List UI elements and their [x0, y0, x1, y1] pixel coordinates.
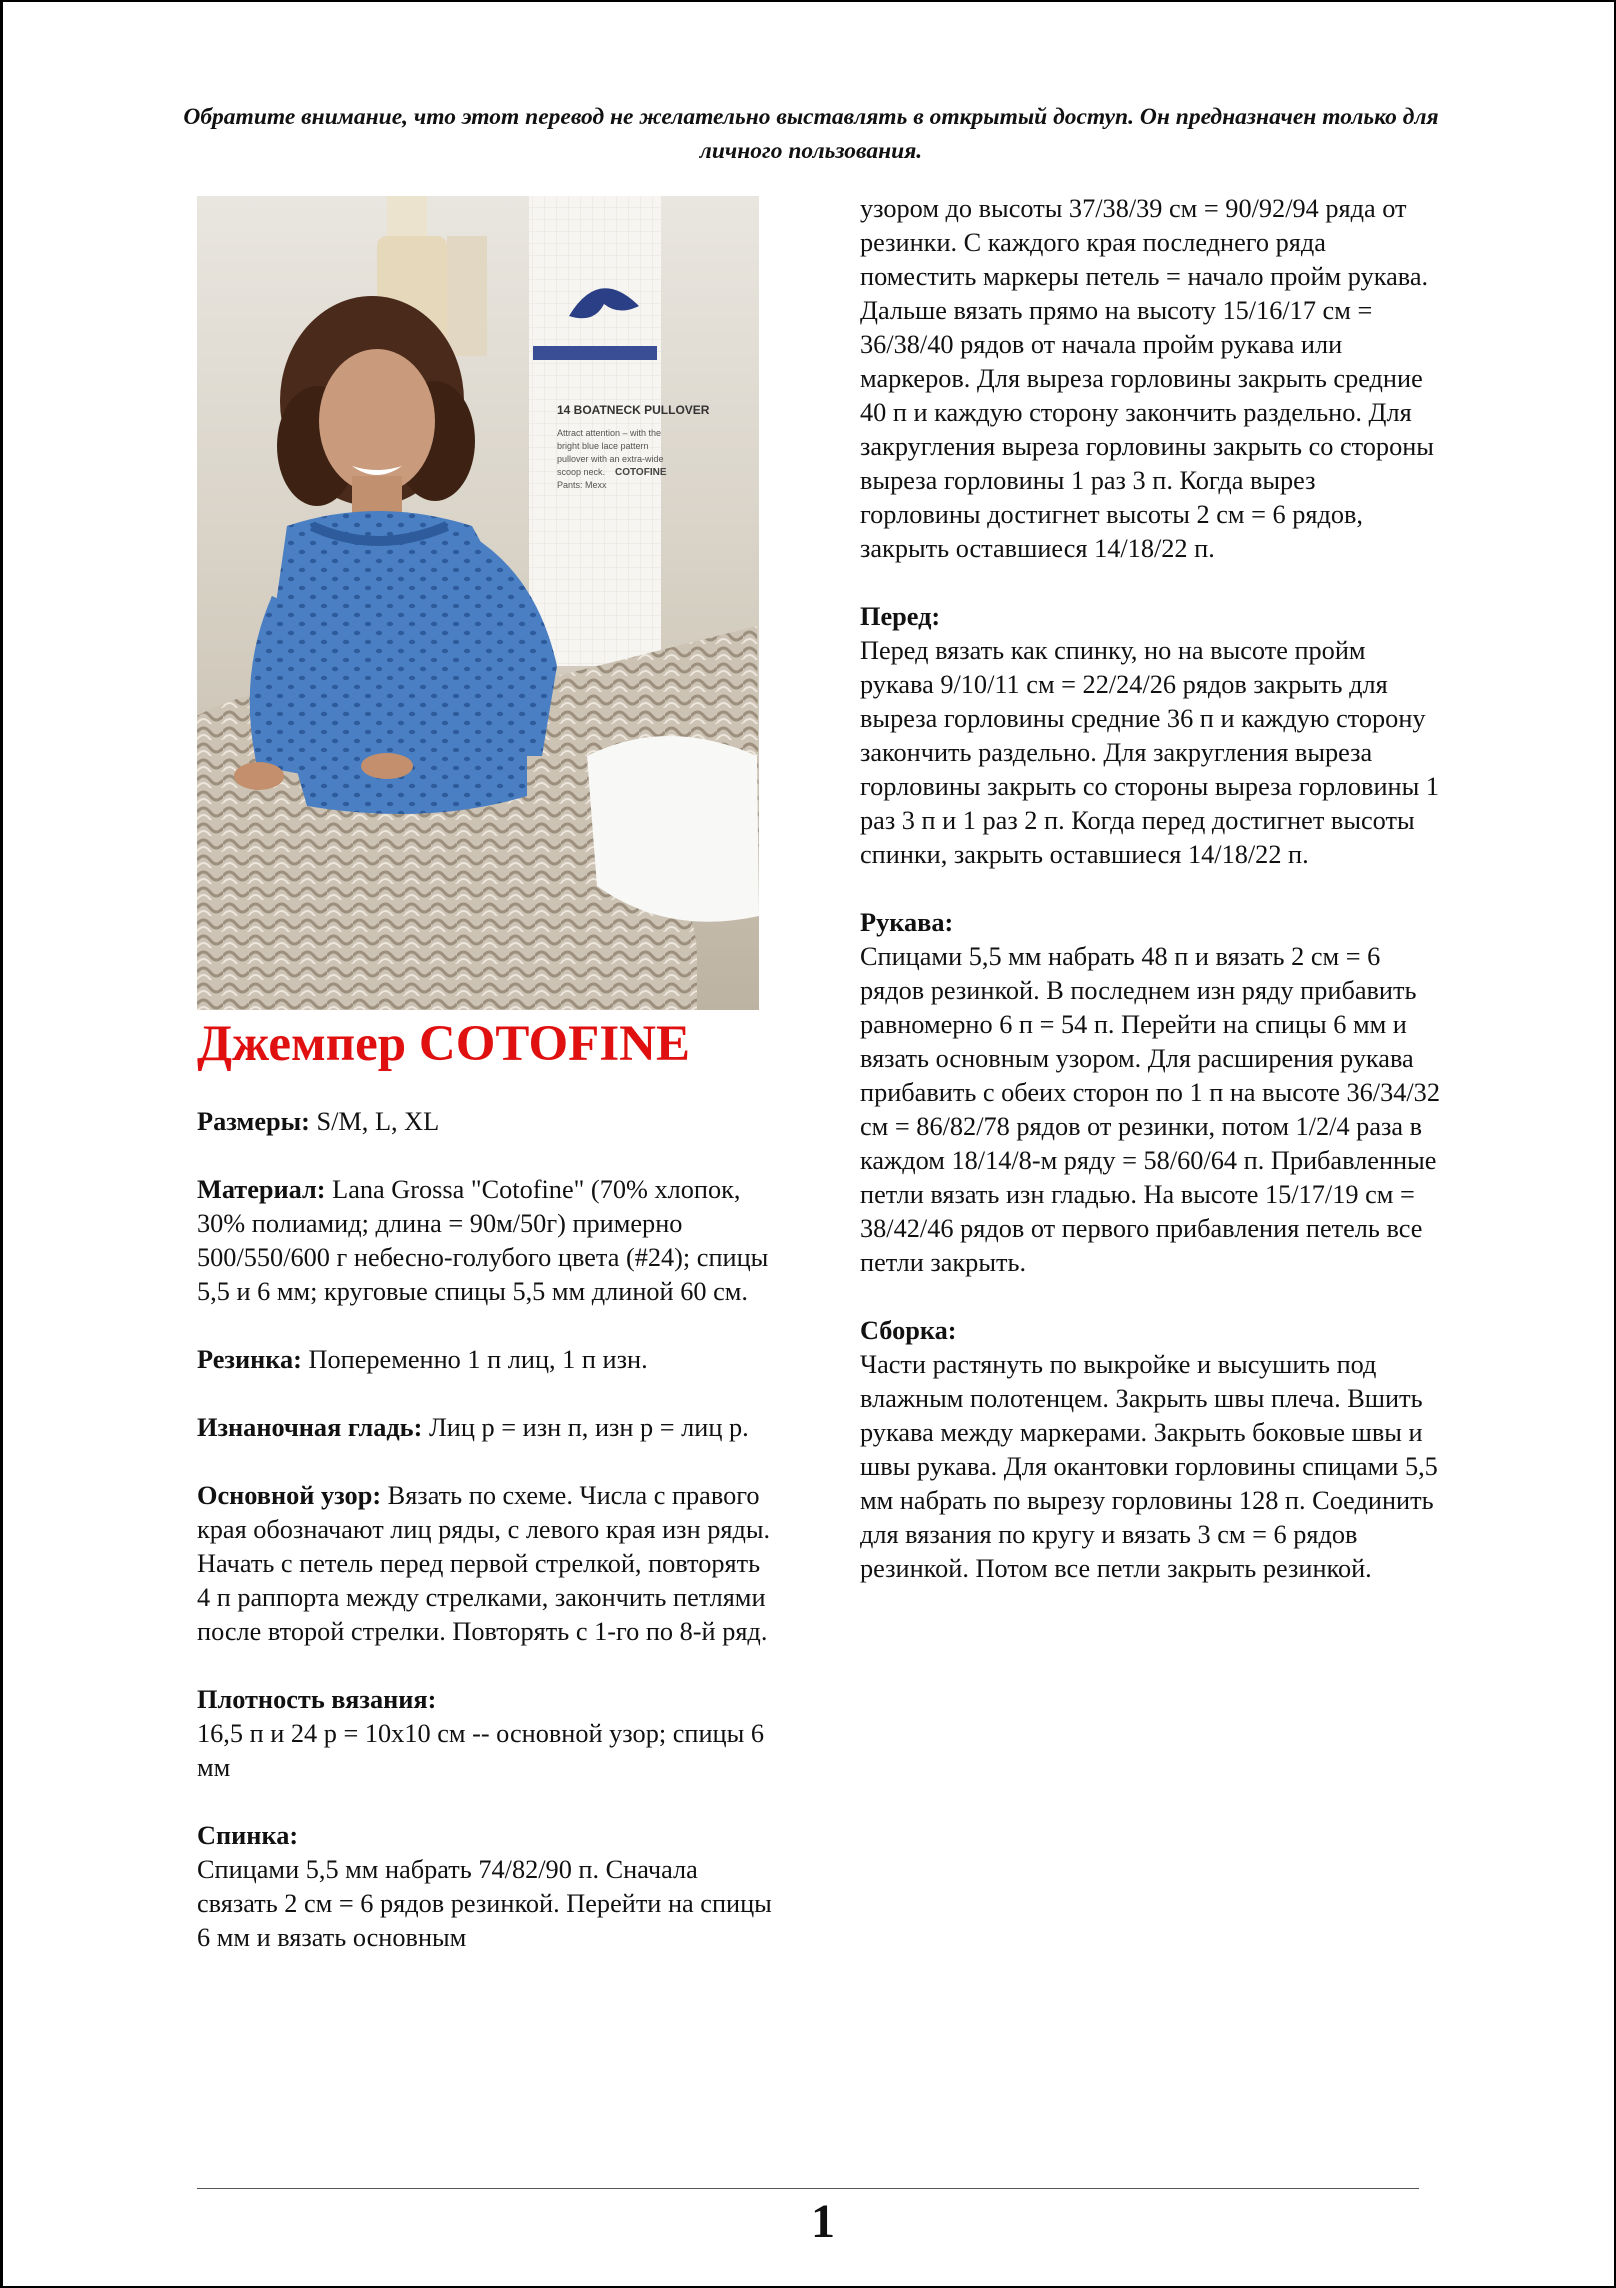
page-number: 1: [811, 2195, 835, 2248]
photo-caption-line1: Attract attention – with the: [557, 428, 662, 438]
pattern-title: Джемпер COTOFINE: [197, 1016, 691, 1072]
photo-caption-title: 14 BOATNECK PULLOVER: [557, 403, 710, 417]
stockinette-text: Лиц р = изн п, изн р = лиц р.: [428, 1413, 749, 1442]
sweater-photo: [197, 196, 759, 1010]
back-section: [197, 1819, 777, 1955]
front-text: Перед вязать как спинку, но на высоте пройм рукава 9/10/11 см = 22/24/26 рядов закрыть для выреза горловины средние 36 п и каждую сторону закончить раздельно. Для закругления выреза горловины закрыть со стороны выреза горловины 1 раз 3 п и 1 раз 2 п. Когда перед достигнет высоты спинки, закрыть оставшиеся 14/18/22 п.: [860, 636, 1440, 869]
pattern-text: Вязать по схеме. Числа с правого края обозначают лиц ряды, с левого края изн ряды. Начать с петель перед первой стрелкой, повторять 4 п раппорта между стрелками, закончить петлями после второй стрелки. Повторять с 1-го по 8-й ряд.: [197, 1481, 771, 1646]
gauge-section: [197, 1683, 777, 1785]
pattern-section: [197, 1479, 777, 1649]
front-label: Перед:: [860, 602, 941, 631]
rib-label: Резинка:: [197, 1345, 302, 1374]
photo-caption-line3: pullover with an extra-wide: [557, 454, 664, 464]
sizes-text: S/M, L, XL: [316, 1107, 440, 1136]
sleeves-label: Рукава:: [860, 908, 954, 937]
pattern-label: Основной узор:: [197, 1481, 382, 1510]
photo-caption-line5: Pants: Mexx: [557, 480, 607, 490]
gauge-label: Плотность вязания:: [197, 1685, 437, 1714]
gauge-text: 16,5 п и 24 р = 10x10 см -- основной узор; спицы 6 мм: [197, 1719, 765, 1782]
assembly-label: Сборка:: [860, 1316, 957, 1345]
material-text: Lana Grossa "Cotofine" (70% хлопок, 30% полиамид; длина = 90м/50г) примерно 500/550/600 г небесно-голубого цвета (#24); спицы 5,5 и 6 мм; круговые спицы 5,5 мм длиной 60 см.: [197, 1175, 769, 1306]
back-label: Спинка:: [197, 1821, 299, 1850]
material-section: [197, 1173, 777, 1309]
rib-section: [197, 1343, 777, 1377]
sleeves-text: Спицами 5,5 мм набрать 48 п и вязать 2 см = 6 рядов резинкой. В последнем изн ряду прибавить равномерно 6 п = 54 п. Перейти на спицы 6 мм и вязать основным узором. Для расширения рукава прибавить с обеих сторон по 1 п на высоте 36/34/32 см = 86/82/78 рядов от резинки, потом 1/2/4 раза в каждом 18/14/8-м ряду = 58/60/64 п. Прибавленные петли вязать изн гладью. На высоте 15/17/19 см = 38/42/46 рядов от первого прибавления петель все петли закрыть.: [860, 942, 1440, 1277]
stockinette-label: Изнаночная гладь:: [197, 1413, 423, 1442]
sizes-section: [197, 1105, 777, 1139]
right-column: [860, 192, 1440, 1620]
footer-divider: [197, 2188, 1419, 2189]
assembly-section: [860, 1314, 1440, 1586]
assembly-text: Части растянуть по выкройке и высушить под влажным полотенцем. Закрыть швы плеча. Вшить рукава между маркерами. Закрыть боковые швы и швы рукава. Для окантовки горловины спицами 5,5 мм набрать по вырезу горловины 128 п. Соединить для вязания по кругу и вязать 3 см = 6 рядов резинкой. Потом все петли закрыть резинкой.: [860, 1350, 1438, 1583]
photo-caption-brand: COTOFINE: [615, 467, 667, 478]
back-text: Спицами 5,5 мм набрать 74/82/90 п. Сначала связать 2 см = 6 рядов резинкой. Перейти на спицы 6 мм и вязать основным: [197, 1855, 772, 1952]
rib-text: Попеременно 1 п лиц, 1 п изн.: [308, 1345, 648, 1374]
sizes-label: Размеры:: [197, 1107, 310, 1136]
sleeves-section: [860, 906, 1440, 1280]
back-continued: узором до высоты 37/38/39 см = 90/92/94 ряда от резинки. С каждого края последнего ряда поместить маркеры петель = начало пройм рукава. Дальше вязать прямо на высоту 15/16/17 см = 36/38/40 рядов от начала пройм рукава или маркеров. Для выреза горловины закрыть средние 40 п и каждую сторону закончить раздельно. Для закругления выреза горловины закрыть со стороны выреза горловины 1 раз 3 п. Когда вырез горловины достигнет высоты 2 см = 6 рядов, закрыть оставшиеся 14/18/22 п.: [860, 194, 1434, 563]
material-label: Материал:: [197, 1175, 326, 1204]
photo-caption-line2: bright blue lace pattern: [557, 441, 649, 451]
stockinette-section: [197, 1411, 777, 1445]
front-section: [860, 600, 1440, 872]
photo-caption-line4: scoop neck.: [557, 467, 606, 477]
copyright-notice: Обратите внимание, что этот перевод не желательно выставлять в открытый доступ. Он предназначен только для личного пользования.: [183, 104, 1439, 164]
left-column: [197, 1105, 777, 1989]
